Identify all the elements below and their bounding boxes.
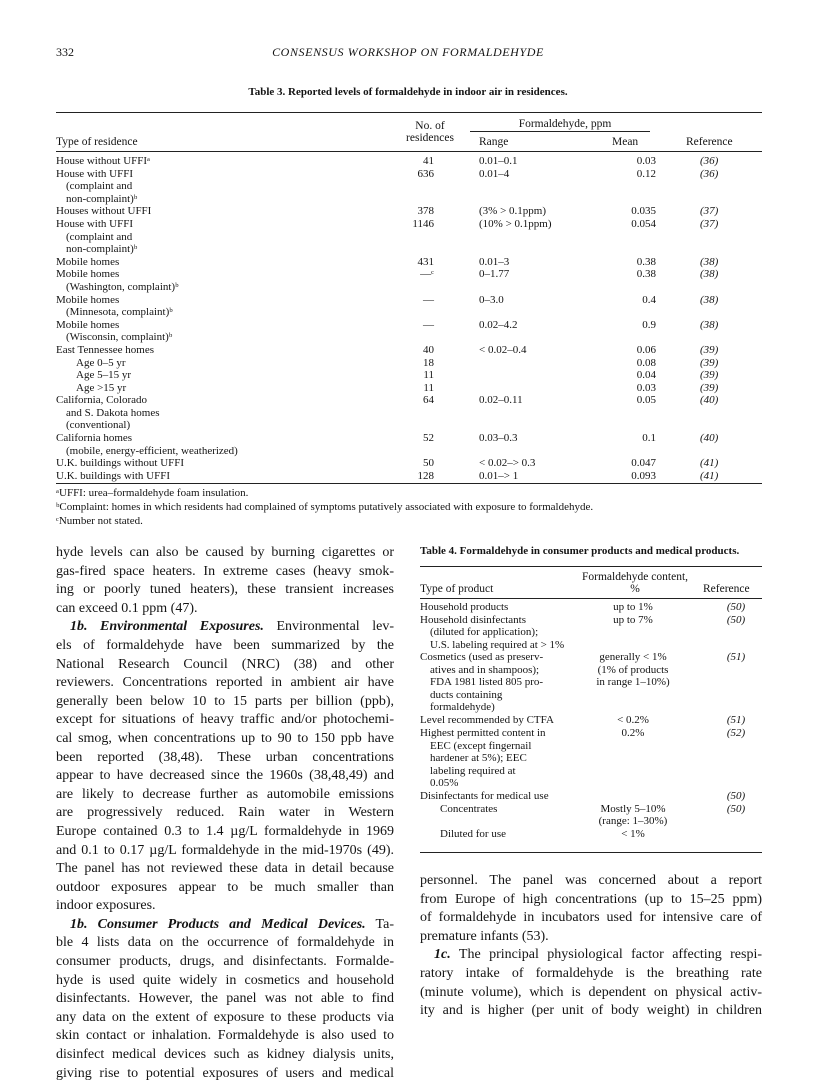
text-line: generally been below 10 to 15 parts per billion (ppb), [56,693,394,709]
table4-cell-reference: (50) [726,613,746,626]
table3-cell-n: 11 [423,369,434,382]
text-line: from Europe of high concentrations (up to 15–25 ppm) [420,891,762,907]
text-line: ity and is higher (per unit of body weight) in children [420,1003,762,1019]
text-line: ing or poorly tuned heaters), these transient increases [56,582,394,598]
table3-cell-type: Mobile homes [56,255,120,268]
table3-header-type: Type of residence [56,136,138,148]
text-line: (minute volume), which is dependent on physical activ- [420,984,762,1000]
table4-header-reference: Reference [703,583,750,595]
section-heading-environmental: 1b. Environmental Exposures. [70,619,264,635]
table3-cell-range: 0–1.77 [479,268,510,281]
table3-cell-reference: (39) [700,381,719,394]
page-number: 332 [56,45,74,59]
table4-top-rule [420,566,762,567]
table3-cell-range: 0.03–0.3 [479,432,518,445]
table3-cell-mean: 0.035 [631,205,656,218]
text-line: disinfectants. However, the panel was not able to find [56,991,394,1007]
table4-cell-type: Disinfectants for medical use [420,790,549,802]
section-heading-consumer: 1b. Consumer Products and Medical Devices. [70,916,366,932]
table3-cell-range: < 0.02–> 0.3 [479,457,536,470]
table3-cell-type: Mobile homes (Washington, complaint)ᵇ [56,268,179,293]
table3-cell-n: 41 [423,155,434,167]
text-line: ble 4 lists data on the occurrence of formaldehyde in [56,935,394,951]
table3-cell-type: Mobile homes (Minnesota, complaint)ᵇ [56,293,173,319]
table3-cell-n: 11 [423,381,434,394]
table3-cell-mean: 0.054 [631,218,656,230]
table4-cell-reference: (50) [726,802,746,815]
text-line: can exceed 0.1 ppm (47). [56,600,198,616]
table4-cell-type: Household disinfectants (diluted for application); U.S. labeling required at > 1% [420,613,565,651]
table3-cell-type: California homes (mobile, energy-efficient, weatherized) [56,432,238,457]
table3-cell-mean: 0.4 [642,293,656,306]
table3-top-rule [56,112,762,113]
table3-cell-n: 1146 [412,218,434,230]
table4-header-content: Formaldehyde content, % [581,571,689,595]
table3-cell-n: — [423,293,434,306]
table3-cell-range: < 0.02–0.4 [479,344,527,356]
table3-bottom-rule [56,483,762,484]
section-1c-first-line: 1c. The principal physiological factor affecting respi- [434,947,762,963]
table3-cell-type: Age 0–5 yr [76,356,126,369]
left-column-text [56,544,394,1083]
text-line: gas-fired space heaters. In extreme cases (heavy smok- [56,563,394,579]
table3-cell-n: 128 [417,470,434,482]
text-line: National Research Council (NRC) (38) and other [56,656,394,672]
table3-cell-mean: 0.08 [636,356,656,369]
table4-cell-content: generally < 1% (1% of products in range 1–10%) [596,651,670,689]
text-line: giving rise to potential exposures of users and medical [56,1065,394,1081]
table3-cell-mean: 0.04 [636,369,656,382]
text-line: been reported (38,48). These urban concentrations [56,749,394,765]
text-line: and 0.1 to 0.17 µg/L formaldehyde in the mid-1970s (49). [56,842,394,858]
table3-cell-type: California, Colorado and S. Dakota homes (conventional) [56,394,160,432]
table3-cell-mean: 0.093 [631,470,656,482]
table3-cell-n: 50 [423,457,434,470]
table3-cell-range: 0.01–0.1 [479,155,518,167]
text-line: are progressively reduced. Rain water in Western [56,805,394,821]
table3-header-group: Formaldehyde, ppm [518,118,612,130]
table3-cell-reference: (36) [700,155,719,167]
right-column-text [420,872,762,1021]
table3-cell-mean: 0.9 [642,318,656,331]
text-line: any data on the extent of exposure to these products via [56,1009,394,1025]
table3-cell-type: House with UFFI (complaint and non-complaint)ᵇ [56,167,138,205]
table4-cell-type: Level recommended by CTFA [420,714,554,727]
table3-cell-mean: 0.05 [636,394,656,407]
table4-cell-type: Diluted for use [440,827,506,840]
table4-cell-reference: (50) [726,601,746,613]
text-line: premature infants (53). [420,928,549,944]
table4-caption: Table 4. Formaldehyde in consumer products and medical products. [420,545,740,557]
table3-cell-range: 0.01–4 [479,167,510,180]
text-line: appear to have decreased since the 1960s (38,48,49) and [56,768,394,784]
table3-cell-mean: 0.06 [636,344,656,356]
table4-cell-content: < 0.2% [617,714,649,727]
table3-cell-reference: (36) [700,167,719,180]
table4-cell-type: Concentrates [440,802,498,815]
table3-cell-reference: (40) [700,394,719,407]
text-line: reviewers. Concentrations reported in ambient air have [56,675,394,691]
table4-cell-content: up to 7% [613,613,653,626]
table4-cell-reference: (51) [726,714,746,727]
table3-cell-range: (3% > 0.1ppm) [479,205,546,218]
table3-cell-range: (10% > 0.1ppm) [479,218,552,230]
table3-group-rule [470,131,650,132]
table4-cell-content: up to 1% [613,601,653,613]
table4-cell-type: Household products [420,601,509,613]
table3-cell-type: East Tennessee homes [56,344,155,356]
section-1b-environmental-first-line: 1b. Environmental Exposures. Environmental lev- [70,619,394,635]
text-line: indoor exposures. [56,898,156,914]
text-line: Europe contained 0.3 to 1.4 µg/L formaldehyde in 1969 [56,823,394,839]
table4-cell-reference: (51) [726,651,746,664]
table3-cell-reference: (38) [700,318,719,331]
table3-caption: Table 3. Reported levels of formaldehyde in indoor air in residences. [248,86,568,98]
table3-cell-reference: (38) [700,268,719,281]
table3-cell-reference: (39) [700,344,719,356]
text-line: skin contact or inhalation. Formaldehyde is also used to [56,1028,394,1044]
table3-cell-type: Age 5–15 yr [76,369,131,382]
table3-header-reference: Reference [686,136,733,148]
table3-cell-reference: (38) [700,255,719,268]
table3-cell-n: 64 [423,394,434,407]
section-1b-consumer-first-line: 1b. Consumer Products and Medical Devices. Ta- [70,916,395,932]
table3-footnote-c: ᶜNumber not stated. [56,515,143,527]
text-line: The panel has not reviewed these data in detail because [56,861,394,877]
text-line: consumer products, drugs, and disinfectants. Formalde- [56,954,394,970]
table3-cell-mean: 0.03 [636,381,656,394]
table3-cell-type: House with UFFI (complaint and non-complaint)ᵇ [56,218,138,255]
table4-header-type: Type of product [420,583,494,595]
table3-cell-type: Houses without UFFI [56,205,152,218]
table3-header-rule [56,151,762,152]
table4-cell-reference: (52) [726,727,746,739]
table3-cell-range: 0.01–> 1 [479,470,519,482]
text-line: personnel. The panel was concerned about a report [420,873,762,888]
table3-cell-reference: (39) [700,369,719,382]
table3-cell-type: U.K. buildings without UFFI [56,457,185,470]
table4-cell-type: Cosmetics (used as preserv- atives and in shampoos); FDA 1981 listed 805 pro- ducts containing formaldehyde) [420,651,544,714]
table3-cell-type: U.K. buildings with UFFI [56,470,170,482]
table3-cell-n: 40 [423,344,434,356]
running-title: CONSENSUS WORKSHOP ON FORMALDEHYDE [272,45,544,59]
table3-header-range: Range [479,136,509,148]
text-line: of formaldehyde in incubators used for intensive care of [420,910,762,926]
table3-header-n: No. of residences [406,120,454,144]
table3-cell-reference: (41) [700,470,719,482]
text-line: ratory intake of formaldehyde is the breathing rate [420,965,762,981]
table3-cell-n: 636 [417,167,434,180]
table3-cell-reference: (37) [700,205,719,218]
table3-cell-mean: 0.047 [631,457,656,470]
table4-cell-content: < 1% [621,827,645,840]
table3-cell-reference: (40) [700,432,719,445]
table3-cell-mean: 0.38 [636,255,656,268]
text-line: hyde is used quite widely in cosmetics and household [56,972,394,988]
text-line: disinfect medical devices such as kidney dialysis units, [56,1047,394,1063]
table3-cell-range: 0.02–4.2 [479,318,518,331]
table3-cell-range: 0.02–0.11 [479,394,523,407]
table3-cell-reference: (39) [700,356,719,369]
table3-cell-reference: (38) [700,293,719,306]
text-line: except for situations of heavy traffic and/or photochemi- [56,712,394,728]
table4-cell-type: Highest permitted content in EEC (except fingernail hardener at 5%); EEC labeling required at 0.05% [420,727,546,789]
table3-cell-mean: 0.1 [642,432,656,445]
table3-cell-n: —ᶜ [420,268,434,281]
table3-cell-type: House without UFFIᵃ [56,155,151,167]
table3-cell-n: 52 [423,432,434,445]
table3-cell-type: Age >15 yr [76,381,127,394]
table3-cell-mean: 0.38 [636,268,656,281]
table4-header-rule [420,598,762,599]
table3-cell-mean: 0.03 [636,155,656,167]
table4-bottom-rule [420,852,762,853]
table3-cell-n: 431 [417,255,434,268]
table4-cell-content: 0.2% [621,727,645,739]
table3-header-mean: Mean [612,136,639,148]
text-line: hyde levels can also be caused by burning cigarettes or [56,545,394,560]
table3-cell-n: 18 [423,356,434,369]
table3-cell-reference: (37) [700,218,719,230]
text-line: outdoor exposures appear to be much smaller than [56,879,394,895]
table4-cell-content: Mostly 5–10% (range: 1–30%) [598,802,668,828]
table3-cell-range: 0.01–3 [479,255,510,268]
table3-cell-n: — [423,318,434,331]
table3-footnote-a: ᵃUFFI: urea–formaldehyde foam insulation. [56,487,249,499]
table3-cell-range: 0–3.0 [479,293,504,306]
table3-cell-n: 378 [417,205,434,218]
table4-cell-reference: (50) [726,790,746,802]
text-line: cal smog, when concentrations up to 90 to 150 ppb have [56,730,394,746]
table3-cell-reference: (41) [700,457,719,470]
table3-cell-type: Mobile homes (Wisconsin, complaint)ᵇ [56,318,173,344]
section-heading-1c: 1c. [434,947,451,963]
table3-cell-mean: 0.12 [636,167,656,180]
text-line: are likely to decrease further as automobile emissions [56,786,394,802]
table3-footnote-b: ᵇComplaint: homes in which residents had complained of symptoms putatively associated with exposure to formaldehyde. [56,501,594,513]
text-line: els of formaldehyde have been summarized by the [56,637,394,653]
